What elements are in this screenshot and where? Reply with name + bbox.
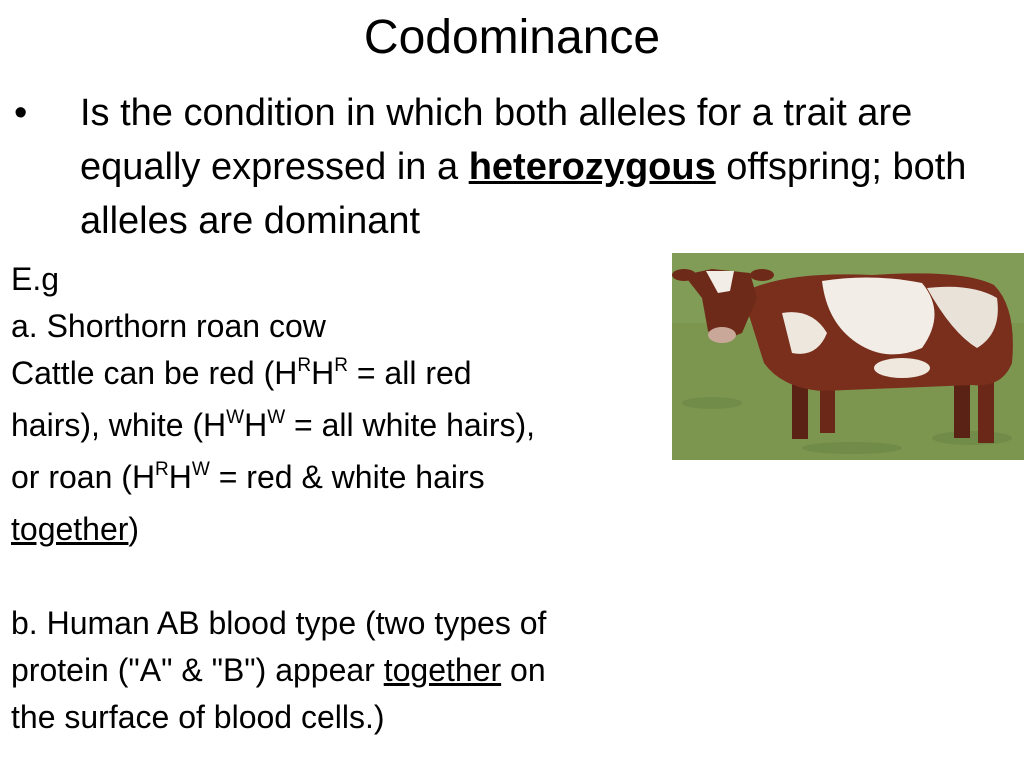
example-b-line-2: protein ("A" & "B") appear together on bbox=[11, 652, 546, 688]
example-a-line-3: or roan ($H^RH^W$ = red & white hairs bbox=[11, 459, 485, 495]
roan-cow-photo bbox=[672, 253, 1024, 460]
example-a-line-4: together) bbox=[11, 511, 140, 547]
examples-text bbox=[11, 256, 681, 741]
bullet-marker: • bbox=[14, 92, 28, 134]
example-a-line-2: hairs), white ($H^WH^W$ = all white hairs), bbox=[11, 407, 536, 443]
example-b-line-3: the surface of blood cells.) bbox=[11, 699, 385, 735]
together-term: together bbox=[383, 652, 502, 688]
example-a-title: a. Shorthorn roan cow bbox=[11, 308, 326, 344]
definition-text bbox=[80, 86, 1010, 248]
slide-title: Codominance bbox=[363, 11, 661, 64]
spacer bbox=[11, 553, 681, 600]
together-term: together bbox=[11, 511, 129, 547]
heterozygous-term: heterozygous bbox=[468, 146, 716, 188]
definition-part-1: Is the condition in which both alleles for a trait are equally expressed in a bbox=[80, 92, 913, 188]
definition-part-2: offspring; both alleles are dominant bbox=[80, 146, 967, 242]
example-a-line-1: Cattle can be red ($H^RH^R$ = all red bbox=[11, 355, 472, 391]
examples-heading: E.g bbox=[11, 261, 60, 297]
example-b-line-1: b. Human AB blood type (two types of bbox=[11, 605, 547, 641]
